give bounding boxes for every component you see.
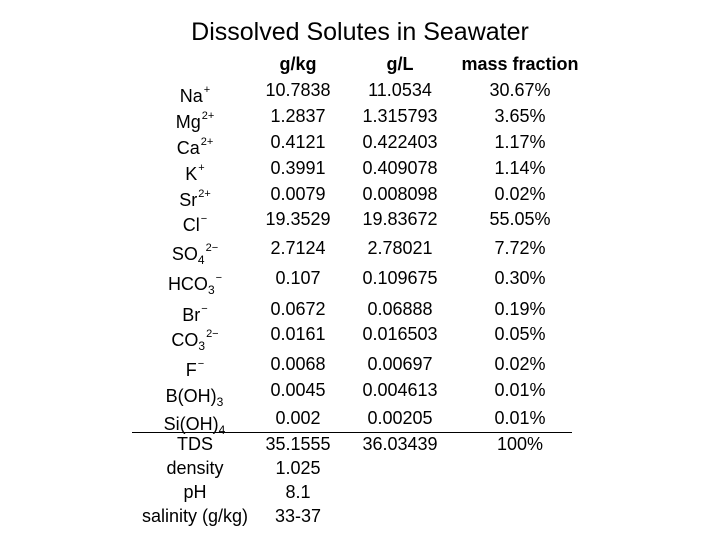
property-row-salinity — [0, 504, 720, 528]
ion-symbol: $Ca^{2+}$ — [176, 136, 214, 158]
ion-symbol: F− — [185, 358, 205, 380]
ion-symbol: $Si(OH)_4$ — [163, 414, 226, 437]
property-value: 33-37 — [274, 506, 322, 526]
value-mass-fraction: 0.01% — [494, 380, 546, 400]
totals-g-per-L: 36.03439 — [362, 434, 438, 454]
totals-row — [0, 432, 720, 456]
ion-symbol: $HCO_3^-$ — [167, 272, 223, 297]
value-g-per-L: 0.00697 — [367, 354, 433, 374]
table-row — [0, 297, 720, 325]
value-g-per-kg: 1.2837 — [270, 106, 326, 126]
value-g-per-L: 0.409078 — [362, 158, 438, 178]
value-g-per-L: 2.78021 — [367, 238, 433, 258]
totals-g-per-kg: 35.1555 — [265, 434, 331, 454]
ion-symbol: Cl− — [182, 213, 208, 235]
property-value: 1.025 — [275, 458, 321, 478]
value-mass-fraction: 30.67% — [489, 80, 551, 100]
value-mass-fraction: 0.01% — [494, 408, 546, 428]
value-mass-fraction: 3.65% — [494, 106, 546, 126]
value-g-per-L: 11.0534 — [368, 80, 432, 100]
value-mass-fraction: 0.05% — [494, 324, 546, 344]
value-g-per-kg: 0.4121 — [270, 132, 326, 152]
table-row — [0, 322, 720, 353]
table-row — [0, 207, 720, 235]
table-row — [0, 406, 720, 437]
ion-symbol: $CO_3^{2-}$ — [171, 328, 219, 353]
ion-symbol: $Sr^{2+}$ — [179, 188, 211, 210]
ion-symbol: $Mg^{2+}$ — [175, 110, 215, 132]
value-g-per-kg: 0.0672 — [270, 299, 326, 319]
value-g-per-kg: 2.7124 — [270, 238, 326, 258]
value-g-per-kg: 19.3529 — [265, 209, 331, 229]
totals-mass-fraction: 100% — [496, 434, 544, 454]
property-row-ph — [0, 480, 720, 504]
value-g-per-L: 1.315793 — [362, 106, 438, 126]
value-g-per-kg: 0.0161 — [270, 324, 326, 344]
value-g-per-L: 0.00205 — [367, 408, 433, 428]
table-row — [0, 182, 720, 210]
table-row — [0, 156, 720, 184]
ion-symbol: $B(OH)_3$ — [165, 386, 224, 409]
value-g-per-kg: 0.0079 — [270, 184, 326, 204]
ion-symbol: $SO_4^{2-}$ — [171, 242, 219, 267]
value-mass-fraction: 0.02% — [494, 354, 546, 374]
value-mass-fraction: 55.05% — [489, 209, 551, 229]
page-title: Dissolved Solutes in Seawater — [191, 18, 529, 46]
property-label: density — [166, 458, 224, 478]
value-g-per-L: 0.008098 — [362, 184, 438, 204]
value-g-per-L: 0.016503 — [362, 324, 438, 344]
value-g-per-L: 0.422403 — [362, 132, 438, 152]
ion-symbol: Na+ — [179, 84, 211, 106]
value-mass-fraction: 7.72% — [494, 238, 546, 258]
header-g-per-kg: g/kg — [279, 54, 317, 74]
table-row — [0, 104, 720, 132]
table-row — [0, 236, 720, 267]
value-g-per-L: 0.06888 — [367, 299, 433, 319]
property-label: salinity (g/kg) — [141, 506, 249, 526]
value-g-per-L: 0.004613 — [362, 380, 438, 400]
ion-symbol: Br− — [182, 303, 208, 325]
property-value: 8.1 — [285, 482, 311, 502]
table-row — [0, 266, 720, 297]
value-mass-fraction: 0.02% — [494, 184, 546, 204]
value-mass-fraction: 1.14% — [494, 158, 546, 178]
ion-symbol: K+ — [185, 162, 205, 184]
value-g-per-kg: 0.0045 — [270, 380, 326, 400]
value-g-per-kg: 0.002 — [275, 408, 321, 428]
header-g-per-L: g/L — [386, 54, 414, 74]
totals-label: TDS — [177, 434, 213, 454]
table-row — [0, 378, 720, 409]
value-g-per-kg: 10.7838 — [265, 80, 331, 100]
value-mass-fraction: 0.30% — [494, 268, 546, 288]
table-row — [0, 352, 720, 380]
value-g-per-L: 19.83672 — [362, 209, 438, 229]
value-mass-fraction: 0.19% — [494, 299, 546, 319]
property-label: pH — [183, 482, 207, 502]
value-g-per-kg: 0.3991 — [270, 158, 326, 178]
table-row — [0, 78, 720, 106]
property-row-density — [0, 456, 720, 480]
value-g-per-kg: 0.0068 — [270, 354, 326, 374]
value-g-per-L: 0.109675 — [362, 268, 438, 288]
header-mass-fraction: mass fraction — [461, 54, 579, 74]
value-g-per-kg: 0.107 — [275, 268, 321, 288]
value-mass-fraction: 1.17% — [494, 132, 546, 152]
table-row — [0, 130, 720, 158]
